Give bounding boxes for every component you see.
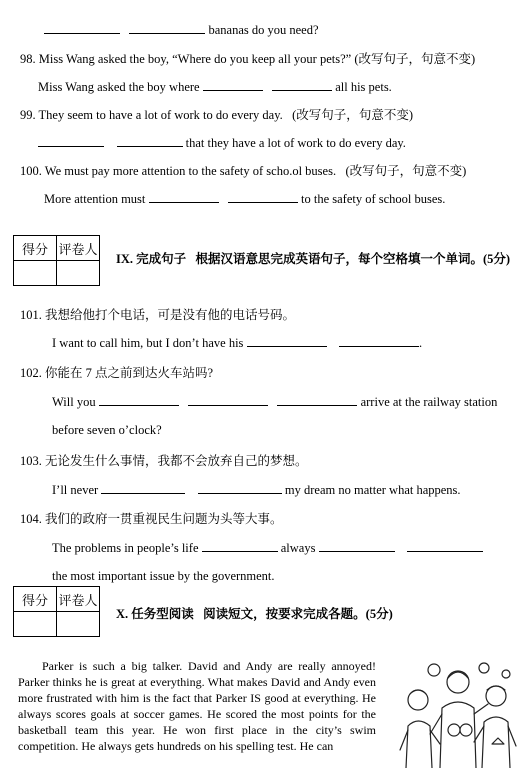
q102-blank-3[interactable] (277, 394, 357, 406)
score-cell[interactable] (14, 612, 57, 637)
q100-blank-1[interactable] (149, 191, 219, 203)
q103-blank-2[interactable] (198, 482, 282, 494)
q99-tail: that they have a lot of work to do every day. (185, 136, 406, 150)
grader-label: 评卷人 (57, 587, 100, 612)
section-ix-title: IX. 完成句子 根据汉语意思完成英语句子，每个空格填一个单词。(5分) (116, 252, 511, 266)
q98-blank-1[interactable] (203, 79, 263, 91)
section-x-title: X. 任务型阅读 阅读短文，按要求完成各题。(5分) (116, 607, 393, 621)
q99-prompt: 99. They seem to have a lot of work to do every day. (改写句子，句意不变) (20, 108, 413, 122)
q103-tail: my dream no matter what happens. (284, 483, 461, 497)
q102-answer-line (52, 394, 497, 410)
score-cell[interactable] (14, 261, 57, 286)
q104-blank-1[interactable] (202, 540, 278, 552)
q104-blank-2[interactable] (319, 540, 395, 552)
q102-lead: Will you (52, 395, 96, 409)
q101-chinese: 101. 我想给他打个电话，可是没有他的电话号码。 (20, 308, 296, 322)
q101-answer-line (52, 335, 422, 351)
reading-passage (18, 658, 376, 754)
q100-prompt: 100. We must pay more attention to the safety of scho.ol buses. (改写句子，句意不变) (20, 164, 467, 178)
q98-prompt: 98. Miss Wang asked the boy, “Where do you keep all your pets?” (改写句子，句意不变) (20, 52, 476, 66)
q98-blank-2[interactable] (272, 79, 332, 91)
grader-label: 评卷人 (57, 236, 100, 261)
q104-answer-line (52, 540, 483, 556)
q101-blank-2[interactable] (339, 335, 419, 347)
q100-tail: to the safety of school buses. (301, 192, 446, 206)
q104-mid: always (280, 541, 316, 555)
q100-blank-2[interactable] (228, 191, 298, 203)
q97-line (44, 22, 319, 38)
q104-lead: The problems in people’s life (52, 541, 199, 555)
q100-answer-line (44, 191, 445, 207)
q102-tail: arrive at the railway station (360, 395, 498, 409)
q104-chinese: 104. 我们的政府一贯重视民生问题为头等大事。 (20, 512, 283, 526)
q97-blank-2[interactable] (129, 22, 205, 34)
q101-end: . (419, 336, 423, 350)
three-boys-illustration (396, 660, 520, 768)
score-table-ix (13, 235, 100, 286)
q104-blank-3[interactable] (407, 540, 483, 552)
q101-blank-1[interactable] (247, 335, 327, 347)
q97-tail: bananas do you need? (208, 23, 319, 37)
grader-cell[interactable] (57, 612, 100, 637)
q101-lead: I want to call him, but I don’t have his (52, 336, 244, 350)
passage-text: Parker is such a big talker. David and Andy are really annoyed! Parker thinks he is great at everything. What makes David and Andy even more frustrated with him is the fact that Parker IS good at everything. He always scores goals at soccer games. He scored the most points for the basketball team this year. He won first place in the city’s swim competition. He always gets hundreds on his spelling test. He can (18, 659, 376, 753)
q99-blank-2[interactable] (117, 135, 183, 147)
q98-lead: Miss Wang asked the boy where (38, 80, 200, 94)
q97-blank-1[interactable] (44, 22, 120, 34)
q103-lead: I’ll never (52, 483, 99, 497)
score-table-x (13, 586, 100, 637)
q103-chinese: 103. 无论发生什么事情，我都不会放弃自己的梦想。 (20, 454, 308, 468)
q103-answer-line (52, 482, 461, 498)
score-label: 得分 (14, 587, 57, 612)
q98-answer-line (38, 79, 392, 95)
q99-answer-line (38, 135, 406, 151)
q100-lead: More attention must (44, 192, 146, 206)
q102-blank-1[interactable] (99, 394, 179, 406)
score-label: 得分 (14, 236, 57, 261)
q98-tail: all his pets. (335, 80, 392, 94)
q99-blank-1[interactable] (38, 135, 104, 147)
q103-blank-1[interactable] (101, 482, 185, 494)
q102-continuation: before seven o’clock? (52, 423, 162, 437)
q102-blank-2[interactable] (188, 394, 268, 406)
q102-chinese: 102. 你能在 7 点之前到达火车站吗? (20, 366, 214, 380)
grader-cell[interactable] (57, 261, 100, 286)
q104-continuation: the most important issue by the government. (52, 569, 275, 583)
